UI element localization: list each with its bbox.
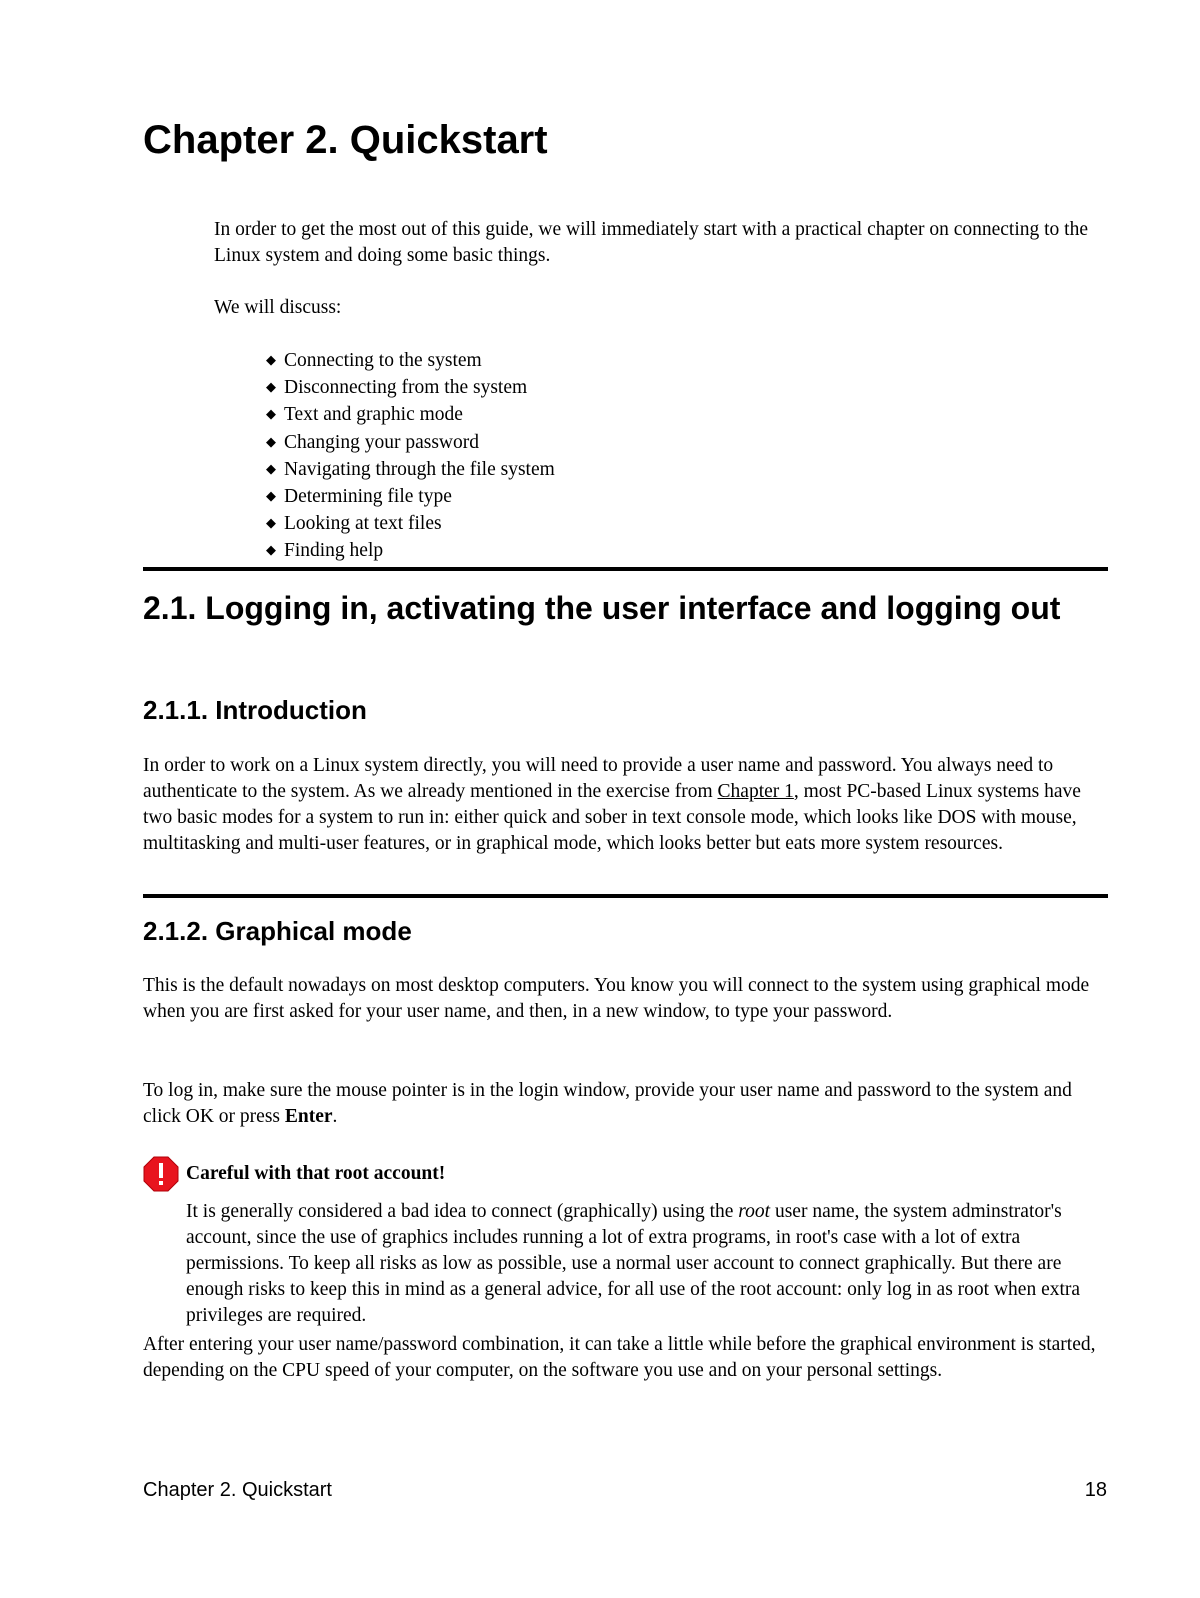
warning-text-start: It is generally considered a bad idea to connect (graphically) using the (186, 1201, 739, 1222)
list-item (266, 457, 555, 484)
warning-body (186, 1199, 1106, 1329)
list-item (266, 402, 555, 429)
diamond-bullet-icon: ◆ (266, 352, 276, 367)
section-divider (143, 567, 1108, 571)
intro-paragraph: In order to get the most out of this guide, we will immediately start with a practical chapter on connecting to the Linux system and doing some basic things. (214, 219, 1089, 266)
diamond-bullet-icon: ◆ (266, 488, 276, 504)
section-divider (143, 894, 1108, 898)
introduction-paragraph (143, 753, 1103, 857)
list-item-label: Determining file type (284, 486, 452, 508)
login-text-end: . (332, 1106, 338, 1127)
graphical-mode-paragraph-1: This is the default nowadays on most desktop computers. You know you will connect to the system using graphical mode when you are first asked for your user name, and then, in a new window, to type your password. (143, 975, 1090, 1022)
list-item (266, 348, 555, 375)
list-item (266, 430, 555, 457)
graphical-mode-paragraph-3: After entering your user name/password combination, it can take a little while before the graphical environment is started, depending on the CPU speed of your computer, on the software you use and on your personal settings. (143, 1334, 1096, 1381)
list-item (266, 511, 555, 538)
footer-page-number: 18 (1084, 1479, 1107, 1501)
discuss-label: We will discuss: (214, 297, 342, 318)
diamond-bullet-icon: ◆ (266, 515, 276, 531)
footer-chapter-title: Chapter 2. Quickstart (143, 1479, 332, 1501)
list-item (266, 375, 555, 402)
warning-title: Careful with that root account! (186, 1163, 446, 1184)
diamond-bullet-icon: ◆ (266, 433, 276, 449)
diamond-bullet-icon: ◆ (266, 542, 276, 558)
introduction-text-end: , most PC-based Linux systems have two basic modes for a system to run in: either quick and sober in text console mode, which looks like DOS with mouse, multitasking and multi-user features, or in graphical mode, which looks better but eats more system resources. (143, 781, 1081, 854)
section-title-2-1-2: 2.1.2. Graphical mode (143, 916, 412, 946)
chapter-title: Chapter 2. Quickstart (143, 118, 548, 162)
list-item-label: Disconnecting from the system (284, 377, 528, 399)
diamond-bullet-icon: ◆ (266, 379, 276, 395)
enter-key-label: Enter (284, 1106, 333, 1127)
diamond-bullet-icon: ◆ (266, 460, 276, 476)
introduction-text-start: In order to work on a Linux system directly, you will need to provide a user name and password. You always need to authenticate to the system. As we already mentioned in the exercise from (143, 755, 1054, 802)
login-text: To log in, make sure the mouse pointer is in the login window, provide your user name and password to the system and click OK or press (143, 1080, 1072, 1127)
graphical-mode-paragraph-2 (143, 1078, 1103, 1130)
warning-stop-icon (143, 1156, 179, 1192)
list-item-label: Connecting to the system (284, 350, 482, 371)
root-term: root (738, 1201, 771, 1222)
topic-list (266, 348, 555, 566)
section-title-2-1: 2.1. Logging in, activating the user interface and logging out (143, 590, 1061, 626)
list-item (266, 484, 555, 511)
chapter-1-link[interactable]: Chapter 1 (717, 781, 794, 802)
list-item-label: Changing your password (284, 431, 479, 453)
diamond-bullet-icon: ◆ (266, 406, 276, 422)
warning-text-end: user name, the system adminstrator's account, since the use of graphics includes running a lot of extra programs, in root's case with a lot of extra permissions. To keep all risks as low as possible, use a normal user account to connect graphically. But there are enough risks to keep this in mind as a general advice, for all use of the root account: only log in as root when extra privileges are required. (186, 1201, 1081, 1326)
list-item (266, 538, 555, 565)
list-item-label: Text and graphic mode (284, 404, 463, 426)
list-item-label: Looking at text files (284, 513, 442, 535)
section-title-2-1-1: 2.1.1. Introduction (143, 695, 367, 725)
list-item-label: Finding help (284, 540, 384, 562)
list-item-label: Navigating through the file system (284, 458, 555, 480)
